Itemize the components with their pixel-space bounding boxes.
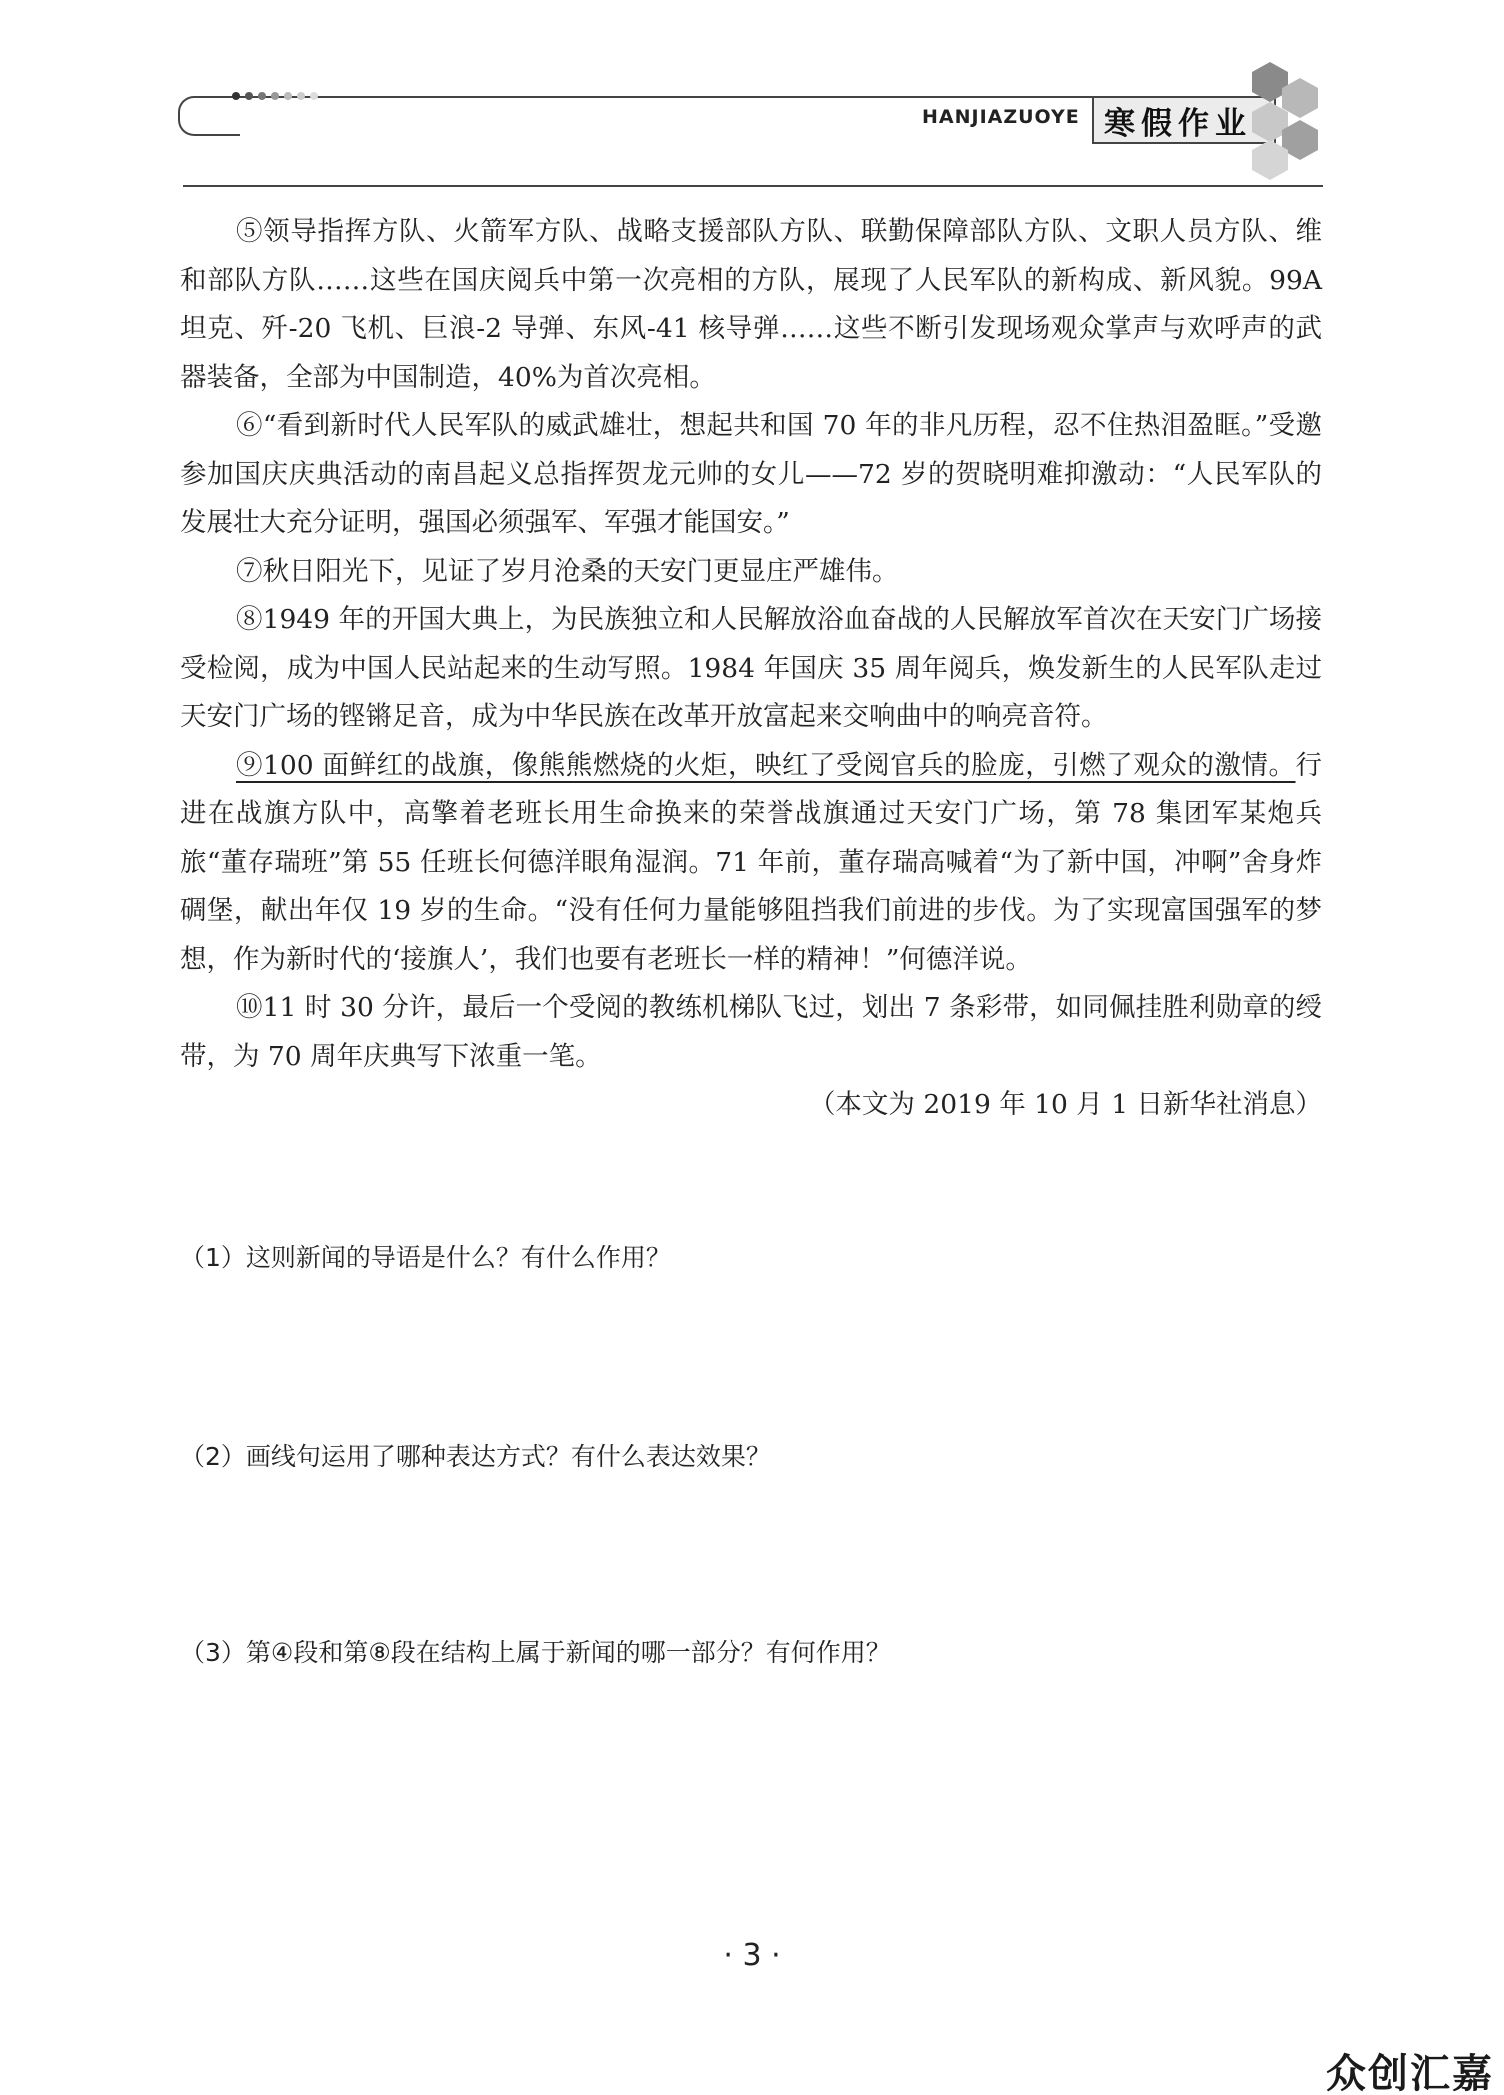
paragraph-9 <box>180 742 1322 985</box>
paragraph-7: ⑦秋日阳光下，见证了岁月沧桑的天安门更显庄严雄伟。 <box>236 555 899 587</box>
dot <box>271 92 279 100</box>
dot <box>232 92 240 100</box>
paragraph-9-rest: 行进在战旗方队中，高擎着老班长用生命换来的荣誉战旗通过天安门广场，第 78 集团军某炮兵旅“董存瑞班”第 55 任班长何德洋眼角湿润。71 年前，董存瑞高喊着“为了新中国，冲啊”舍身炸碉堡，献出年仅 19 岁的生命。“没有任何力量能够阻挡我们前进的步伐。为了实现富国强军的梦想，作为新时代的‘接旗人’，我们也要有老班长一样的精神！”何德洋说。 <box>180 749 1322 975</box>
underlined-sentence: ⑨100 面鲜红的战旗，像熊熊燃烧的火炬，映红了受阅官兵的脸庞，引燃了观众的激情。 <box>236 749 1296 781</box>
dot <box>258 92 266 100</box>
paragraph-6: ⑥“看到新时代人民军队的威武雄壮，想起共和国 70 年的非凡历程，忍不住热泪盈眶。”受邀参加国庆庆典活动的南昌起义总指挥贺龙元帅的女儿——72 岁的贺晓明难抑激动：“人民军队的发展壮大充分证明，强国必须强军、军强才能国安。” <box>180 410 1322 538</box>
header-bracket <box>178 96 240 136</box>
source-note: （本文为 2019 年 10 月 1 日新华社消息） <box>808 1089 1322 1120</box>
header-title: 寒假作业 <box>1104 106 1252 142</box>
question-3: （3）第④段和第⑧段在结构上属于新闻的哪一部分？有何作用？ <box>180 1638 891 1667</box>
watermark-logo: 众创汇嘉 <box>1326 2051 1494 2095</box>
page-number: · 3 · <box>723 1938 781 1973</box>
question-1: （1）这则新闻的导语是什么？有什么作用？ <box>180 1243 671 1272</box>
page-header <box>0 0 1504 200</box>
dot <box>297 92 305 100</box>
hexagon-cluster-icon <box>1240 60 1330 180</box>
paragraph-10: ⑩11 时 30 分许，最后一个受阅的教练机梯队飞过，划出 7 条彩带，如同佩挂胜利勋章的绶带，为 70 周年庆典写下浓重一笔。 <box>180 992 1322 1072</box>
header-top-rule <box>230 96 1230 98</box>
question-2: （2）画线句运用了哪种表达方式？有什么表达效果？ <box>180 1442 771 1471</box>
header-latin-title: HANJIAZUOYE <box>922 106 1080 128</box>
header-dots <box>232 92 318 100</box>
dot <box>310 92 318 100</box>
paragraph-8: ⑧1949 年的开国大典上，为民族独立和人民解放浴血奋战的人民解放军首次在天安门广场接受检阅，成为中国人民站起来的生动写照。1984 年国庆 35 周年阅兵，焕发新生的人民军队走过天安门广场的铿锵足音，成为中华民族在改革开放富起来交响曲中的响亮音符。 <box>180 604 1322 732</box>
header-divider <box>183 185 1323 187</box>
dot <box>284 92 292 100</box>
paragraph-5: ⑤领导指挥方队、火箭军方队、战略支援部队方队、联勤保障部队方队、文职人员方队、维和部队方队……这些在国庆阅兵中第一次亮相的方队，展现了人民军队的新构成、新风貌。99A 坦克、歼-20 飞机、巨浪-2 导弹、东风-41 核导弹……这些不断引发现场观众掌声与欢呼声的武器装备，全部为中国制造，40%为首次亮相。 <box>180 216 1322 393</box>
article-body <box>180 208 1322 1130</box>
dot <box>245 92 253 100</box>
